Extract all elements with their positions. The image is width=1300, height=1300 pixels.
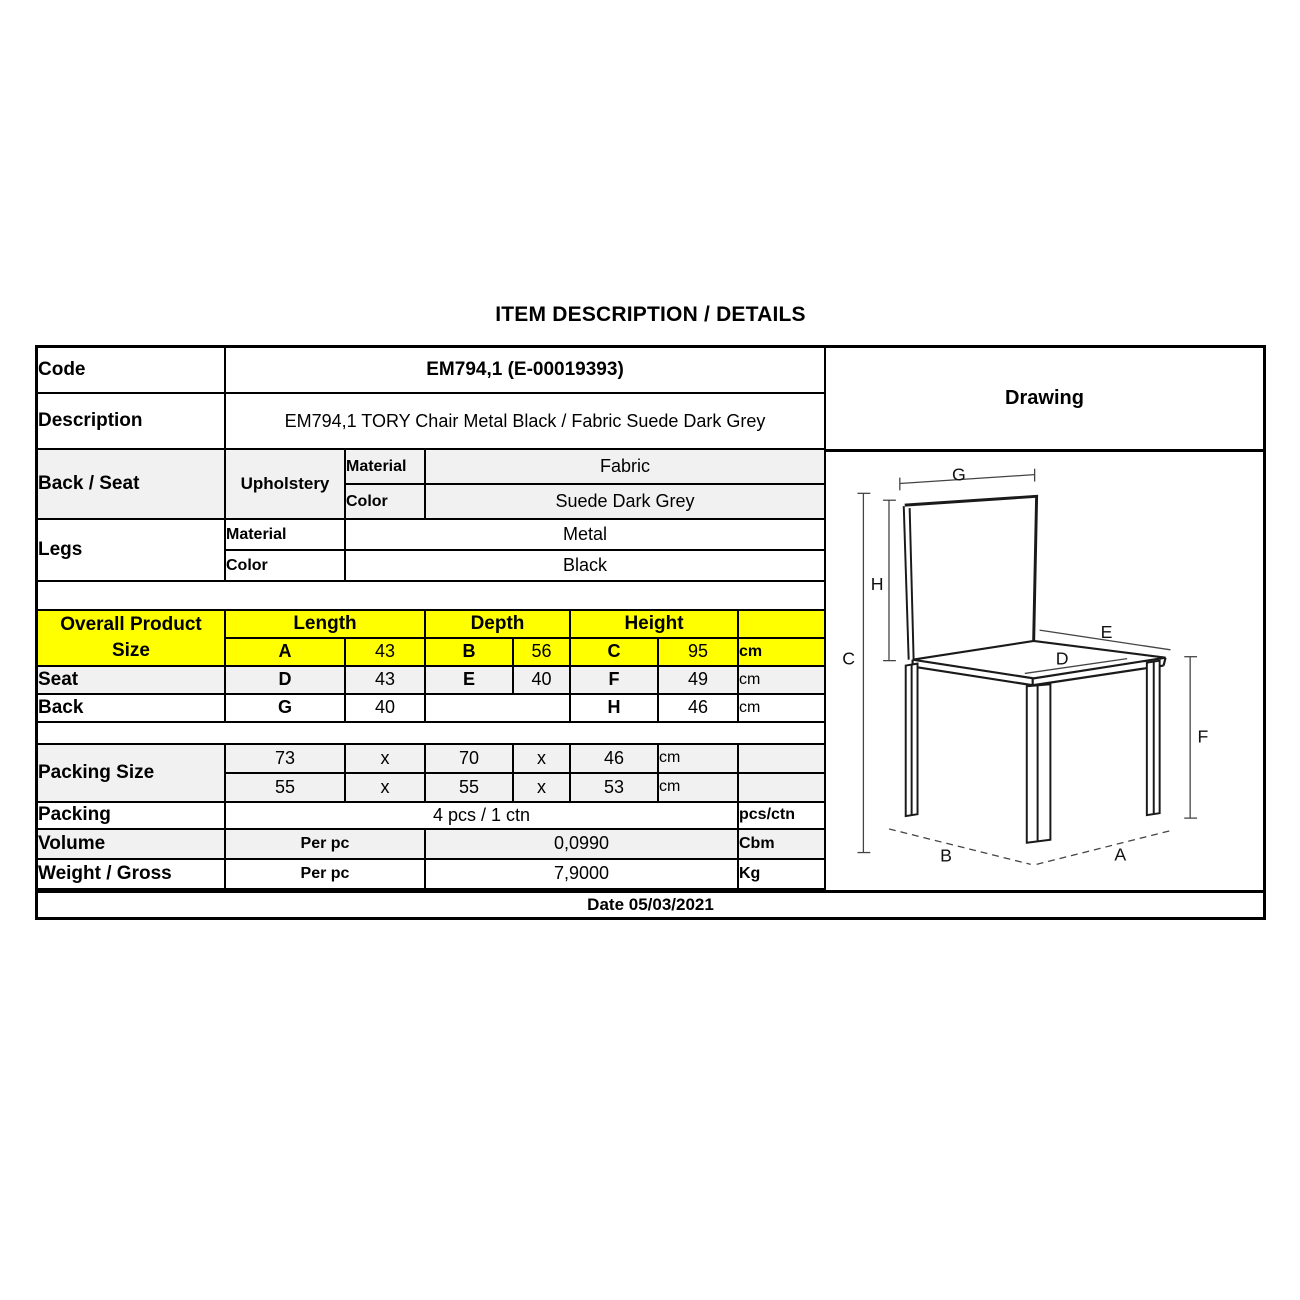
volume-label: Volume <box>38 829 225 859</box>
overall-depth-value: 56 <box>513 638 570 665</box>
weight-label: Weight / Gross <box>38 859 225 889</box>
date-row: Date 05/03/2021 <box>38 890 1263 917</box>
back-unit: cm <box>738 694 825 722</box>
row-code <box>38 348 825 393</box>
row-size-back <box>38 694 825 722</box>
seat-unit: cm <box>738 666 825 694</box>
back-length-key: G <box>225 694 345 722</box>
code-label: Code <box>38 348 225 393</box>
packing-dim: 70 <box>425 744 513 773</box>
row-packing <box>38 802 825 829</box>
overall-height-value: 95 <box>658 638 738 665</box>
chair-legs <box>906 661 1160 843</box>
backseat-material-label: Material <box>345 449 425 484</box>
backseat-color-value: Suede Dark Grey <box>425 484 825 519</box>
backseat-material-value: Fabric <box>425 449 825 484</box>
seat-depth-value: 40 <box>513 666 570 694</box>
drawing-panel <box>826 348 1263 890</box>
spec-table <box>38 348 826 890</box>
packing-label: Packing <box>38 802 225 829</box>
spacer-row <box>38 722 825 744</box>
backseat-color-label: Color <box>345 484 425 519</box>
seat-length-key: D <box>225 666 345 694</box>
seat-height-key: F <box>570 666 658 694</box>
row-volume <box>38 829 825 859</box>
packing-empty-cell <box>738 773 825 802</box>
packing-x: x <box>345 744 425 773</box>
dim-label-d: D <box>1055 648 1069 669</box>
code-value: EM794,1 (E-00019393) <box>225 348 825 393</box>
overall-product-line2: Size <box>111 639 151 661</box>
overall-height-key: C <box>570 638 658 665</box>
packing-unit: cm <box>658 744 738 773</box>
dim-label-b: B <box>940 845 952 866</box>
volume-unit: Cbm <box>738 829 825 859</box>
chair-seat <box>913 641 1166 685</box>
row-description <box>38 393 825 449</box>
description-label: Description <box>38 393 225 449</box>
backseat-label: Back / Seat <box>38 449 225 519</box>
overall-product-size-label <box>38 610 225 665</box>
weight-per-pc: Per pc <box>225 859 425 889</box>
back-depth-empty-cell <box>425 694 570 722</box>
length-header: Length <box>225 610 425 638</box>
sheet-main-row <box>38 348 1263 890</box>
overall-depth-key: B <box>425 638 513 665</box>
drawing-title: Drawing <box>826 348 1263 452</box>
packing-unit-label: pcs/ctn <box>738 802 825 829</box>
packing-dim: 46 <box>570 744 658 773</box>
packing-value: 4 pcs / 1 ctn <box>225 802 738 829</box>
row-size-header <box>38 610 825 638</box>
dim-label-c: C <box>842 648 856 669</box>
packing-dim: 53 <box>570 773 658 802</box>
row-legs-material <box>38 519 825 550</box>
dim-label-a: A <box>1114 844 1127 865</box>
spacer-row <box>38 581 825 610</box>
chair-backrest <box>904 496 1037 659</box>
depth-header: Depth <box>425 610 570 638</box>
chair-drawing <box>826 452 1263 890</box>
row-backseat-material <box>38 449 825 484</box>
dim-label-e: E <box>1100 622 1113 643</box>
back-height-value: 46 <box>658 694 738 722</box>
dim-label-f: F <box>1197 726 1209 747</box>
seat-length-value: 43 <box>345 666 425 694</box>
packing-x: x <box>345 773 425 802</box>
packing-dim: 73 <box>225 744 345 773</box>
size-header-empty-cell <box>738 610 825 638</box>
seat-height-value: 49 <box>658 666 738 694</box>
packing-empty-cell <box>738 744 825 773</box>
row-gap-2 <box>38 722 825 744</box>
dim-label-g: G <box>951 464 966 485</box>
overall-product-line1: Overall Product <box>60 613 202 635</box>
row-weight <box>38 859 825 889</box>
back-height-key: H <box>570 694 658 722</box>
description-value: EM794,1 TORY Chair Metal Black / Fabric Suede Dark Grey <box>225 393 825 449</box>
row-size-seat <box>38 666 825 694</box>
dim-label-h: H <box>870 573 884 594</box>
height-header: Height <box>570 610 738 638</box>
seat-label: Seat <box>38 666 225 694</box>
packing-unit: cm <box>658 773 738 802</box>
overall-unit: cm <box>738 638 825 665</box>
weight-value: 7,9000 <box>425 859 738 889</box>
back-label: Back <box>38 694 225 722</box>
seat-depth-key: E <box>425 666 513 694</box>
volume-value: 0,0990 <box>425 829 738 859</box>
overall-length-key: A <box>225 638 345 665</box>
upholstery-label: Upholstery <box>225 449 345 519</box>
packing-x: x <box>513 773 570 802</box>
row-gap-1 <box>38 581 825 610</box>
volume-per-pc: Per pc <box>225 829 425 859</box>
packing-dim: 55 <box>425 773 513 802</box>
spec-sheet <box>35 345 1266 920</box>
legs-label: Legs <box>38 519 225 581</box>
legs-color-label: Color <box>225 550 345 581</box>
row-packing-size-1 <box>38 744 825 773</box>
page-title: ITEM DESCRIPTION / DETAILS <box>495 303 806 326</box>
packing-size-label: Packing Size <box>38 744 225 802</box>
weight-unit: Kg <box>738 859 825 889</box>
legs-color-value: Black <box>345 550 825 581</box>
packing-dim: 55 <box>225 773 345 802</box>
legs-material-label: Material <box>225 519 345 550</box>
overall-length-value: 43 <box>345 638 425 665</box>
legs-material-value: Metal <box>345 519 825 550</box>
chair-diagram-svg <box>826 452 1263 890</box>
back-length-value: 40 <box>345 694 425 722</box>
packing-x: x <box>513 744 570 773</box>
